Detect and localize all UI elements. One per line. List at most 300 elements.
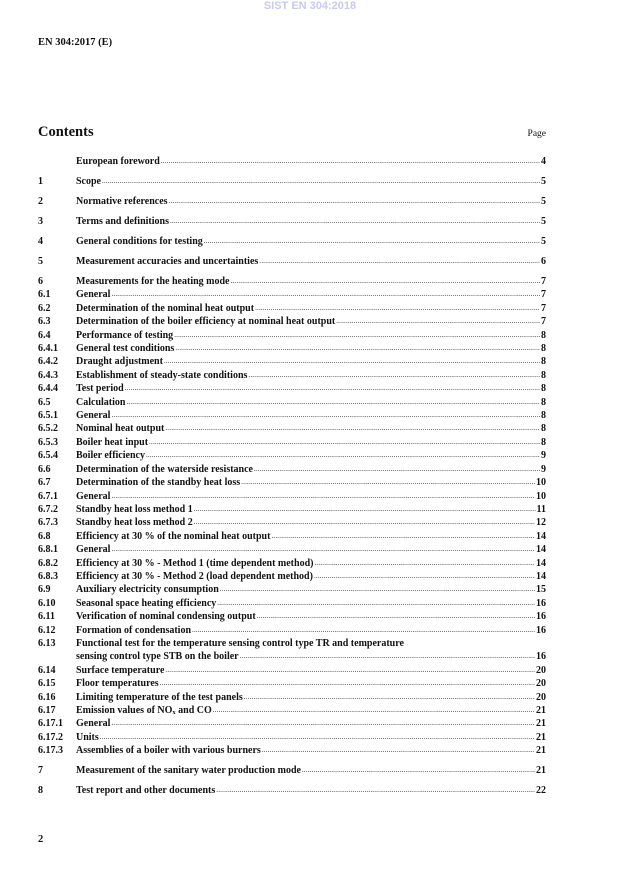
toc-entry-number: 2 <box>38 196 43 207</box>
toc-entry-title <box>76 302 254 315</box>
toc-entry-title <box>76 530 270 543</box>
toc-entry-title-wrap <box>76 637 546 650</box>
toc-entry[interactable] <box>38 396 546 409</box>
toc-entry-title-wrap <box>76 691 535 704</box>
toc-entry-number: 6.7.1 <box>38 490 58 502</box>
toc-entry-title-text: Establishment of steady-state conditions <box>76 369 248 381</box>
toc-entry-number <box>38 650 76 663</box>
toc-entry-title-wrap <box>76 355 540 368</box>
toc-entry-title <box>76 557 313 570</box>
toc-entry-page: 21 <box>536 718 546 730</box>
toc-entry-title <box>76 764 301 777</box>
toc-entry-page: 10 <box>536 490 546 502</box>
toc-entry-page: 7 <box>541 316 546 328</box>
toc-entry-title <box>76 155 160 168</box>
toc-entry-title-wrap <box>76 731 535 744</box>
toc-entry-number: 5 <box>38 256 43 267</box>
toc-entry-page: 12 <box>536 517 546 529</box>
toc-entry-title <box>76 215 169 228</box>
toc-entry-title-wrap <box>76 583 535 596</box>
dot-leader <box>253 463 540 476</box>
toc-entry[interactable] <box>38 530 546 543</box>
table-of-contents <box>38 155 546 798</box>
toc-entry-title-wrap <box>76 275 540 288</box>
toc-entry-title-wrap <box>76 490 535 503</box>
dot-leader <box>159 677 535 690</box>
toc-entry-title-text: General <box>76 544 111 556</box>
toc-entry-number: 6.8.1 <box>38 544 58 556</box>
toc-entry-title <box>76 329 173 342</box>
toc-entry-page: 20 <box>536 691 546 703</box>
toc-entry-number: 6.5.2 <box>38 423 58 435</box>
toc-entry[interactable] <box>38 704 546 717</box>
toc-entry-number: 6.17.2 <box>38 731 63 743</box>
toc-entry-page: 16 <box>536 624 546 636</box>
toc-entry-title-wrap <box>76 288 540 301</box>
toc-entry-title-wrap <box>76 677 535 690</box>
dot-leader <box>247 369 540 382</box>
toc-entry-page: 7 <box>541 289 546 301</box>
toc-entry[interactable] <box>38 382 546 395</box>
toc-entry-page: 14 <box>536 544 546 556</box>
toc-entry-page: 8 <box>541 410 546 422</box>
dot-leader <box>240 476 535 489</box>
page-column-label: Page <box>527 129 546 139</box>
toc-entry[interactable] <box>38 463 546 476</box>
toc-entry-page: 8 <box>541 329 546 341</box>
toc-entry-title-wrap <box>76 342 540 355</box>
toc-entry-number: 6.8 <box>38 530 51 542</box>
dot-leader <box>169 215 540 228</box>
contents-heading: Contents <box>38 124 94 140</box>
toc-entry-page: 5 <box>541 196 546 207</box>
toc-entry-page: 16 <box>536 651 546 663</box>
toc-entry-title <box>76 195 168 208</box>
toc-entry-number: 6.8.3 <box>38 570 58 582</box>
toc-entry-title-wrap <box>76 570 535 583</box>
toc-entry-title-wrap <box>76 329 540 342</box>
toc-entry-title-text: Terms and definitions <box>76 216 169 227</box>
toc-entry[interactable] <box>38 543 546 556</box>
toc-entry[interactable] <box>38 490 546 503</box>
toc-entry-title-text: Measurement of the sanitary water production mode <box>76 765 301 777</box>
toc-entry[interactable] <box>38 235 546 248</box>
toc-entry[interactable] <box>38 731 546 744</box>
toc-entry-title-wrap <box>76 409 540 422</box>
toc-entry-number: 6.14 <box>38 664 56 676</box>
toc-entry-number: 6.6 <box>38 463 51 475</box>
toc-entry[interactable] <box>38 155 546 168</box>
watermark: SIST EN 304:2018 <box>263 0 357 12</box>
toc-entry[interactable] <box>38 717 546 730</box>
toc-entry-title-wrap <box>76 396 540 409</box>
dot-leader <box>261 744 535 757</box>
dot-leader <box>145 449 540 462</box>
toc-entry-title <box>76 543 110 556</box>
document-id-header: EN 304:2017 (E) <box>38 37 113 48</box>
toc-entry-title-text: Standby heat loss method 1 <box>76 503 193 515</box>
toc-entry-page: 21 <box>536 705 546 716</box>
toc-entry[interactable] <box>38 516 546 529</box>
toc-entry-page: 14 <box>536 557 546 569</box>
dot-leader <box>258 255 540 268</box>
dot-leader <box>168 195 540 208</box>
toc-entry-number: 6.15 <box>38 678 56 690</box>
toc-entry[interactable] <box>38 195 546 208</box>
toc-entry-title-text: Measurements for the heating mode <box>76 276 230 287</box>
toc-entry[interactable] <box>38 664 546 677</box>
toc-entry-page: 8 <box>541 436 546 448</box>
toc-entry-title-wrap <box>76 764 535 777</box>
toc-entry-title-text: Standby heat loss method 2 <box>76 517 193 529</box>
toc-entry-title-wrap <box>76 369 540 382</box>
toc-entry-title-wrap <box>76 597 535 610</box>
toc-entry-number: 6.9 <box>38 584 51 596</box>
toc-entry-page: 16 <box>536 597 546 609</box>
toc-entry-number: 8 <box>38 785 43 797</box>
toc-entry-title-text: Units <box>76 731 99 743</box>
toc-entry-page: 7 <box>541 302 546 314</box>
toc-entry-title-text: Determination of the nominal heat output <box>76 302 255 314</box>
toc-entry-number: 6.13 <box>38 637 56 649</box>
toc-entry-number: 6.7.3 <box>38 517 58 529</box>
toc-entry-title <box>76 677 159 690</box>
toc-entry[interactable] <box>38 355 546 368</box>
toc-entry-title-text: Efficiency at 30 % of the nominal heat output <box>76 530 271 542</box>
dot-leader <box>239 650 535 663</box>
toc-entry-number: 6.5 <box>38 396 51 408</box>
toc-entry-title-text: European foreword <box>76 156 160 167</box>
toc-entry-page: 21 <box>536 731 546 743</box>
toc-entry-title <box>76 288 110 301</box>
toc-entry-title-wrap <box>76 543 535 556</box>
toc-entry-title <box>76 355 163 368</box>
toc-entry-title-text: Draught adjustment <box>76 356 163 368</box>
toc-entry-title <box>76 235 203 248</box>
toc-entry-title <box>76 342 174 355</box>
toc-entry-page: 21 <box>536 765 546 777</box>
toc-entry-title-wrap <box>76 255 540 268</box>
dot-leader <box>191 624 535 637</box>
toc-entry-number: 6.4.3 <box>38 369 58 381</box>
toc-entry[interactable] <box>38 624 546 637</box>
toc-entry-title-wrap <box>76 449 540 462</box>
toc-entry-title-text: Seasonal space heating efficiency <box>76 597 217 609</box>
dot-leader <box>164 422 540 435</box>
toc-entry-title-wrap <box>76 436 540 449</box>
toc-entry[interactable] <box>38 503 546 516</box>
toc-entry-title-text: General test conditions <box>76 343 175 355</box>
toc-entry-page: 14 <box>536 570 546 582</box>
toc-entry[interactable] <box>38 637 546 650</box>
dot-leader <box>216 597 535 610</box>
toc-entry-title <box>76 624 191 637</box>
toc-entry-number: 3 <box>38 216 43 227</box>
toc-entry-title <box>76 175 101 188</box>
toc-entry-title <box>76 704 212 717</box>
toc-entry-title <box>76 396 125 409</box>
toc-entry[interactable] <box>38 691 546 704</box>
toc-entry-number <box>38 155 76 168</box>
toc-entry[interactable] <box>38 583 546 596</box>
toc-entry-title-text: Boiler efficiency <box>76 450 145 462</box>
toc-entry-title <box>76 570 313 583</box>
toc-entry[interactable] <box>38 302 546 315</box>
toc-entry-title-text: Limiting temperature of the test panels <box>76 691 243 703</box>
toc-entry-number: 6.2 <box>38 302 51 314</box>
dot-leader <box>163 355 540 368</box>
toc-entry-page: 9 <box>541 463 546 475</box>
toc-entry-number: 6.5.3 <box>38 436 58 448</box>
toc-entry-title-wrap <box>76 516 535 529</box>
toc-entry-title-wrap <box>76 215 540 228</box>
toc-entry-title <box>76 610 256 623</box>
toc-entry-title <box>76 476 240 489</box>
toc-entry[interactable] <box>38 275 546 288</box>
toc-entry-title-text: Efficiency at 30 % - Method 1 (time dependent method) <box>76 557 314 569</box>
toc-entry-page: 20 <box>536 664 546 676</box>
toc-entry-title-wrap <box>76 717 535 730</box>
toc-entry-continuation[interactable] <box>38 650 546 663</box>
toc-entry-number: 6.5.1 <box>38 410 58 422</box>
toc-entry-title <box>76 650 239 663</box>
toc-entry-title-text: Assemblies of a boiler with various burners <box>76 745 261 757</box>
toc-entry-page: 7 <box>541 276 546 287</box>
toc-entry-title <box>76 744 261 757</box>
toc-entry-title <box>76 597 216 610</box>
toc-entry-title-wrap <box>76 610 535 623</box>
toc-entry-title-text: sensing control type STB on the boiler <box>76 651 239 663</box>
toc-entry[interactable] <box>38 422 546 435</box>
toc-entry-title-wrap <box>76 302 540 315</box>
toc-entry-title-wrap <box>76 463 540 476</box>
dot-leader <box>313 570 535 583</box>
toc-entry-title-text: Verification of nominal condensing output <box>76 611 256 623</box>
toc-entry-title-text: General <box>76 410 111 422</box>
dot-leader <box>99 731 535 744</box>
toc-entry[interactable] <box>38 597 546 610</box>
toc-entry-title-wrap <box>76 557 535 570</box>
toc-entry-title-text: Scope <box>76 176 101 187</box>
toc-entry[interactable] <box>38 744 546 757</box>
dot-leader <box>124 382 540 395</box>
toc-entry-title-wrap <box>76 195 540 208</box>
toc-entry-title-text: General <box>76 490 111 502</box>
toc-entry-number: 6.12 <box>38 624 56 636</box>
toc-entry-title-subscript: x <box>172 709 176 716</box>
toc-entry-title-wrap <box>76 175 540 188</box>
dot-leader <box>270 530 535 543</box>
toc-entry-page: 8 <box>541 369 546 381</box>
dot-leader <box>148 436 540 449</box>
toc-entry[interactable] <box>38 175 546 188</box>
toc-entry-title-text: Performance of testing <box>76 329 174 341</box>
toc-entry-number: 6.4.4 <box>38 383 58 395</box>
dot-leader <box>193 516 535 529</box>
toc-entry[interactable] <box>38 409 546 422</box>
toc-entry[interactable] <box>38 677 546 690</box>
toc-entry-title <box>76 731 99 744</box>
toc-entry-title <box>76 717 110 730</box>
dot-leader <box>101 175 540 188</box>
dot-leader <box>215 784 535 797</box>
toc-entry[interactable] <box>38 342 546 355</box>
toc-entry-title-wrap <box>76 650 535 663</box>
toc-entry[interactable] <box>38 329 546 342</box>
toc-entry-title <box>76 691 243 704</box>
toc-entry-number: 6.7.2 <box>38 503 58 515</box>
toc-entry-number: 6.17.1 <box>38 718 63 730</box>
toc-entry[interactable] <box>38 570 546 583</box>
dot-leader <box>313 557 535 570</box>
toc-entry-number: 6.7 <box>38 477 51 489</box>
toc-entry-number: 6.4 <box>38 329 51 341</box>
toc-entry[interactable] <box>38 436 546 449</box>
toc-entry-title-wrap <box>76 155 540 168</box>
toc-entry-title-tail: and CO <box>175 705 212 716</box>
dot-leader <box>301 764 535 777</box>
toc-entry-number: 6.16 <box>38 691 56 703</box>
toc-entry-title <box>76 422 164 435</box>
toc-entry-title-wrap <box>76 503 536 516</box>
dot-leader <box>110 717 535 730</box>
toc-entry-number: 6.8.2 <box>38 557 58 569</box>
toc-entry-title-text: Emission values of NO <box>76 705 173 716</box>
dot-leader <box>125 396 540 409</box>
toc-entry-title <box>76 516 193 529</box>
toc-entry-page: 16 <box>536 611 546 623</box>
toc-entry-title-text: Boiler heat input <box>76 436 149 448</box>
toc-entry-title-wrap <box>76 744 535 757</box>
toc-entry-page: 11 <box>536 503 546 515</box>
toc-entry-title <box>76 449 145 462</box>
toc-entry-title-wrap <box>76 382 540 395</box>
toc-entry[interactable] <box>38 255 546 268</box>
toc-entry-page: 8 <box>541 423 546 435</box>
dot-leader <box>219 583 535 596</box>
dot-leader <box>160 155 540 168</box>
toc-entry-page: 21 <box>536 745 546 757</box>
toc-entry-page: 10 <box>536 477 546 489</box>
toc-entry-title-wrap <box>76 704 535 717</box>
toc-entry-title-wrap <box>76 476 535 489</box>
toc-entry-title <box>76 583 219 596</box>
toc-entry-title-text: General conditions for testing <box>76 236 203 247</box>
toc-entry-number: 6.5.4 <box>38 450 58 462</box>
dot-leader <box>193 503 536 516</box>
toc-entry-page: 5 <box>541 216 546 227</box>
toc-entry-title-wrap <box>76 624 535 637</box>
toc-entry-number: 7 <box>38 765 43 777</box>
dot-leader <box>110 543 535 556</box>
toc-entry-page: 4 <box>541 156 546 167</box>
toc-entry-title-wrap <box>76 235 540 248</box>
toc-entry-title-text: Normative references <box>76 196 168 207</box>
toc-entry-title-text: Test report and other documents <box>76 785 216 797</box>
dot-leader <box>256 610 535 623</box>
toc-entry[interactable] <box>38 449 546 462</box>
toc-entry-title-text: Nominal heat output <box>76 423 165 435</box>
toc-entry-title-text: Formation of condensation <box>76 624 191 636</box>
toc-entry[interactable] <box>38 610 546 623</box>
toc-entry-page: 20 <box>536 678 546 690</box>
toc-entry-number: 1 <box>38 176 43 187</box>
toc-entry-title-text: Functional test for the temperature sensing control type TR and temperature <box>76 637 404 649</box>
dot-leader <box>212 704 535 717</box>
toc-entry-title <box>76 255 258 268</box>
toc-entry-page: 5 <box>541 176 546 187</box>
toc-entry-number: 6.10 <box>38 597 56 609</box>
toc-entry-title <box>76 275 230 288</box>
toc-entry-title <box>76 409 110 422</box>
toc-entry-title-text: Determination of the waterside resistance <box>76 463 253 475</box>
toc-entry-title-text: General <box>76 289 111 301</box>
toc-entry-title-text: Test period <box>76 383 124 395</box>
toc-entry-page: 14 <box>536 530 546 542</box>
toc-entry-page: 9 <box>541 450 546 462</box>
toc-entry-page: 8 <box>541 343 546 355</box>
toc-entry-title <box>76 463 253 476</box>
toc-entry-title <box>76 784 215 797</box>
toc-entry-title-text: Efficiency at 30 % - Method 2 (load dependent method) <box>76 570 313 582</box>
toc-entry-title-text: Calculation <box>76 396 126 408</box>
dot-leader <box>110 409 540 422</box>
toc-entry-title-wrap <box>76 422 540 435</box>
toc-entry-number: 6.4.2 <box>38 356 58 368</box>
toc-entry-number: 6.1 <box>38 289 51 301</box>
dot-leader <box>110 288 540 301</box>
toc-entry-number: 6 <box>38 276 43 287</box>
toc-entry[interactable] <box>38 369 546 382</box>
toc-entry-title <box>76 369 247 382</box>
toc-entry[interactable] <box>38 288 546 301</box>
toc-entry-title-wrap <box>76 530 535 543</box>
toc-entry-title-text: Determination of the boiler efficiency at nominal heat output <box>76 316 336 328</box>
toc-entry-title-wrap <box>76 664 535 677</box>
toc-entry-title <box>76 382 124 395</box>
toc-entry-title-wrap <box>76 784 535 797</box>
toc-entry-title-text: Floor temperatures <box>76 678 159 690</box>
toc-entry[interactable] <box>38 315 546 328</box>
dot-leader <box>173 329 540 342</box>
page-number: 2 <box>38 834 44 845</box>
toc-entry[interactable] <box>38 476 546 489</box>
toc-entry-title <box>76 637 404 650</box>
toc-entry-title-text: Determination of the standby heat loss <box>76 477 241 489</box>
dot-leader <box>230 275 541 288</box>
toc-entry-title-text: General <box>76 718 111 730</box>
toc-entry[interactable] <box>38 557 546 570</box>
toc-entry-number: 6.17 <box>38 705 56 716</box>
toc-entry[interactable] <box>38 764 546 777</box>
toc-entry-title <box>76 490 110 503</box>
dot-leader <box>164 664 535 677</box>
toc-entry-page: 8 <box>541 383 546 395</box>
toc-entry[interactable] <box>38 215 546 228</box>
toc-entry-title-text: Surface temperature <box>76 664 165 676</box>
toc-entry-page: 8 <box>541 356 546 368</box>
toc-entry-number: 6.4.1 <box>38 343 58 355</box>
toc-entry-page: 22 <box>536 785 546 797</box>
toc-entry[interactable] <box>38 784 546 797</box>
toc-entry-number: 6.11 <box>38 611 55 623</box>
toc-entry-page: 6 <box>541 256 546 267</box>
toc-entry-title-text: Auxiliary electricity consumption <box>76 584 219 596</box>
toc-entry-title <box>76 315 335 328</box>
toc-entry-number: 4 <box>38 236 43 247</box>
toc-entry-title <box>76 503 193 516</box>
dot-leader <box>174 342 540 355</box>
